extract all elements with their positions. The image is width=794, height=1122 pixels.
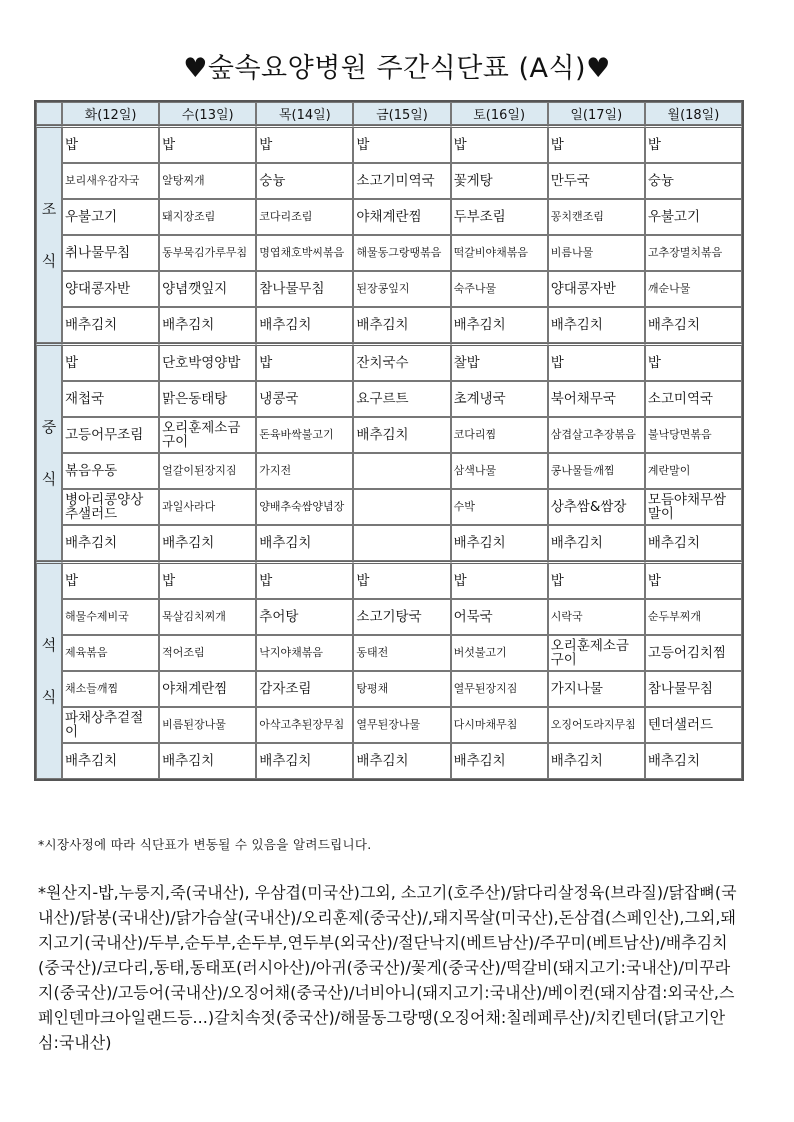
- menu-item: 배추김치: [451, 525, 548, 561]
- breakfast-row: [36, 271, 742, 307]
- dinner-row: [36, 635, 742, 671]
- menu-item: 동부묵김가루무침: [159, 235, 256, 271]
- breakfast-row: [36, 307, 742, 343]
- menu-item: 밥: [353, 561, 450, 599]
- menu-item: 삼겹살고추장볶음: [548, 417, 645, 453]
- menu-item: 감자조림: [256, 671, 353, 707]
- menu-item: 병아리콩양상추샐러드: [62, 489, 159, 525]
- menu-item: 배추김치: [645, 307, 742, 343]
- menu-item: 북어채무국: [548, 381, 645, 417]
- menu-item: 고등어무조림: [62, 417, 159, 453]
- menu-item: 채소들깨찜: [62, 671, 159, 707]
- menu-item: 밥: [256, 343, 353, 381]
- menu-item: 적어조림: [159, 635, 256, 671]
- menu-item: 참나물무침: [645, 671, 742, 707]
- lunch-row: [36, 417, 742, 453]
- menu-item: 배추김치: [62, 525, 159, 561]
- dinner-row: [36, 561, 742, 599]
- menu-item: 버섯불고기: [451, 635, 548, 671]
- menu-item: 밥: [62, 343, 159, 381]
- menu-item: 밥: [451, 561, 548, 599]
- lunch-row: [36, 343, 742, 381]
- menu-item: 밥: [645, 343, 742, 381]
- menu-item: 두부조림: [451, 199, 548, 235]
- menu-item: 밥: [62, 561, 159, 599]
- menu-item: 초계냉국: [451, 381, 548, 417]
- menu-item: 제육볶음: [62, 635, 159, 671]
- menu-item: 가지전: [256, 453, 353, 489]
- menu-item: 얼갈이된장지짐: [159, 453, 256, 489]
- menu-item: 밥: [256, 125, 353, 163]
- menu-item: 밥: [159, 561, 256, 599]
- menu-item: [353, 525, 450, 561]
- menu-item: 소고기탕국: [353, 599, 450, 635]
- change-notice: *시장사정에 따라 식단표가 변동될 수 있음을 알려드립니다.: [38, 837, 372, 852]
- menu-item: 양념깻잎지: [159, 271, 256, 307]
- menu-item: 꽁치캔조림: [548, 199, 645, 235]
- menu-item: 배추김치: [451, 307, 548, 343]
- menu-item: 배추김치: [353, 417, 450, 453]
- menu-item: 콩나물들깨찜: [548, 453, 645, 489]
- menu-item: 밥: [645, 561, 742, 599]
- menu-item: 배추김치: [62, 743, 159, 779]
- menu-item: 깨순나물: [645, 271, 742, 307]
- menu-item: 밥: [62, 125, 159, 163]
- menu-item: 계란말이: [645, 453, 742, 489]
- menu-item: 떡갈비야채볶음: [451, 235, 548, 271]
- menu-item: 취나물무침: [62, 235, 159, 271]
- day-header: 화(12일): [62, 102, 159, 125]
- menu-item: 배추김치: [645, 743, 742, 779]
- menu-item: 요구르트: [353, 381, 450, 417]
- table-corner: [36, 102, 62, 125]
- menu-item: 오리훈제소금구이: [548, 635, 645, 671]
- breakfast-row: [36, 163, 742, 199]
- breakfast-label: 조 식: [36, 125, 62, 343]
- breakfast-row: [36, 199, 742, 235]
- menu-item: 밥: [548, 343, 645, 381]
- menu-item: 소고미역국: [645, 381, 742, 417]
- menu-item: 숭늉: [645, 163, 742, 199]
- lunch-row: [36, 525, 742, 561]
- menu-item: 열무된장지짐: [451, 671, 548, 707]
- menu-body: [36, 125, 742, 779]
- day-header: 수(13일): [159, 102, 256, 125]
- menu-item: 배추김치: [353, 307, 450, 343]
- day-header: 목(14일): [256, 102, 353, 125]
- page-title: ♥숲속요양병원 주간식단표 (A식)♥: [183, 53, 611, 84]
- breakfast-row: [36, 125, 742, 163]
- menu-item: 어묵국: [451, 599, 548, 635]
- menu-item: 배추김치: [353, 743, 450, 779]
- menu-item: 소고기미역국: [353, 163, 450, 199]
- menu-item: 야채계란찜: [159, 671, 256, 707]
- menu-item: 비름된장나물: [159, 707, 256, 743]
- breakfast-row: [36, 235, 742, 271]
- menu-item: 돈육바싹불고기: [256, 417, 353, 453]
- menu-item: [353, 453, 450, 489]
- menu-item: 수박: [451, 489, 548, 525]
- menu-item: 모듬야채무쌈말이: [645, 489, 742, 525]
- menu-item: 맑은동태탕: [159, 381, 256, 417]
- menu-item: 밥: [353, 125, 450, 163]
- menu-item: 해물동그랑땡볶음: [353, 235, 450, 271]
- menu-item: 오리훈제소금구이: [159, 417, 256, 453]
- menu-item: 배추김치: [62, 307, 159, 343]
- menu-item: 냉콩국: [256, 381, 353, 417]
- menu-item: 상추쌈&쌈장: [548, 489, 645, 525]
- menu-item: 야채계란찜: [353, 199, 450, 235]
- menu-item: 배추김치: [256, 743, 353, 779]
- menu-item: 오징어도라지무침: [548, 707, 645, 743]
- menu-item: 밥: [548, 125, 645, 163]
- menu-item: 고추장멸치볶음: [645, 235, 742, 271]
- menu-item: 밥: [159, 125, 256, 163]
- menu-item: 숭늉: [256, 163, 353, 199]
- menu-item: 열무된장나물: [353, 707, 450, 743]
- menu-item: 배추김치: [159, 307, 256, 343]
- day-header: 일(17일): [548, 102, 645, 125]
- menu-item: 순두부찌개: [645, 599, 742, 635]
- menu-item: 불낙당면볶음: [645, 417, 742, 453]
- menu-item: 밥: [645, 125, 742, 163]
- menu-item: 된장콩잎지: [353, 271, 450, 307]
- dinner-row: [36, 671, 742, 707]
- menu-item: 아삭고추된장무침: [256, 707, 353, 743]
- lunch-row: [36, 489, 742, 525]
- menu-item: 배추김치: [256, 307, 353, 343]
- menu-item: 코다리조림: [256, 199, 353, 235]
- menu-item: 고등어김치찜: [645, 635, 742, 671]
- day-header: 토(16일): [451, 102, 548, 125]
- menu-item: 보리새우감자국: [62, 163, 159, 199]
- menu-item: 배추김치: [451, 743, 548, 779]
- lunch-label: 중 식: [36, 343, 62, 561]
- menu-item: 코다리찜: [451, 417, 548, 453]
- lunch-row: [36, 453, 742, 489]
- menu-item: 파채상추겉절이: [62, 707, 159, 743]
- day-header: 월(18일): [645, 102, 742, 125]
- menu-item: 묵살김치찌개: [159, 599, 256, 635]
- menu-item: 밥: [256, 561, 353, 599]
- dinner-row: [36, 599, 742, 635]
- menu-item: 배추김치: [548, 743, 645, 779]
- menu-item: 양대콩자반: [548, 271, 645, 307]
- menu-item: 명엽채호박씨볶음: [256, 235, 353, 271]
- menu-item: 해물수제비국: [62, 599, 159, 635]
- menu-item: 배추김치: [645, 525, 742, 561]
- menu-item: 꽃게탕: [451, 163, 548, 199]
- menu-item: 숙주나물: [451, 271, 548, 307]
- menu-item: 가지나물: [548, 671, 645, 707]
- menu-item: 알탕찌개: [159, 163, 256, 199]
- menu-item: 밥: [451, 125, 548, 163]
- menu-item: 삼색나물: [451, 453, 548, 489]
- menu-item: 시락국: [548, 599, 645, 635]
- menu-item: 과일사라다: [159, 489, 256, 525]
- origin-info: *원산지-밥,누룽지,죽(국내산), 우삼겹(미국산)그외, 소고기(호주산)/닭다리살정육(브라질)/닭잡뼈(국내산)/닭봉(국내산)/닭가슴살(국내산)/오리훈제(중국산)/,돼지목살(미국산),돈삼겹(스페인산),그외,돼지고기(국내산)/두부,순두부,손두부,연두부(외국산)/절단낙지(베트남산)/주꾸미(베트남산)/배추김치(중국산)/코다리,동태,동태포(러시아산)/아귀(중국산)/꽃게(중국산)/떡갈비(돼지고기:국내산)/미꾸라지(중국산)/고등어(국내산)/오징어채(중국산)/너비아니(돼지고기:국내산)/베이컨(돼지삼겹:외국산,스페인덴마크아일랜드등...)갈치속젓(중국산)/해물동그랑땡(오징어채:칠레페루산)/치킨텐더(닭고기안심:국내산): [38, 883, 737, 1052]
- menu-item: 다시마채무침: [451, 707, 548, 743]
- lunch-row: [36, 381, 742, 417]
- menu-item: 돼지장조림: [159, 199, 256, 235]
- menu-item: [353, 489, 450, 525]
- menu-item: 배추김치: [159, 743, 256, 779]
- menu-item: 추어탕: [256, 599, 353, 635]
- menu-item: 단호박영양밥: [159, 343, 256, 381]
- menu-item: 배추김치: [548, 307, 645, 343]
- menu-item: 동태전: [353, 635, 450, 671]
- menu-item: 양대콩자반: [62, 271, 159, 307]
- dinner-row: [36, 743, 742, 779]
- menu-item: 볶음우동: [62, 453, 159, 489]
- day-header-row: [36, 102, 742, 125]
- menu-item: 비름나물: [548, 235, 645, 271]
- dinner-row: [36, 707, 742, 743]
- menu-item: 밥: [548, 561, 645, 599]
- menu-item: 참나물무침: [256, 271, 353, 307]
- menu-item: 양배추숙쌈양념장: [256, 489, 353, 525]
- menu-item: 배추김치: [548, 525, 645, 561]
- dinner-label: 석 식: [36, 561, 62, 779]
- menu-item: 배추김치: [159, 525, 256, 561]
- menu-item: 텐더샐러드: [645, 707, 742, 743]
- day-header: 금(15일): [353, 102, 450, 125]
- weekly-menu-table: [34, 100, 744, 781]
- menu-item: 배추김치: [256, 525, 353, 561]
- menu-item: 만두국: [548, 163, 645, 199]
- menu-item: 탕평채: [353, 671, 450, 707]
- menu-item: 낙지야채볶음: [256, 635, 353, 671]
- menu-item: 우불고기: [62, 199, 159, 235]
- menu-item: 잔치국수: [353, 343, 450, 381]
- menu-item: 찰밥: [451, 343, 548, 381]
- menu-item: 우불고기: [645, 199, 742, 235]
- menu-item: 재첩국: [62, 381, 159, 417]
